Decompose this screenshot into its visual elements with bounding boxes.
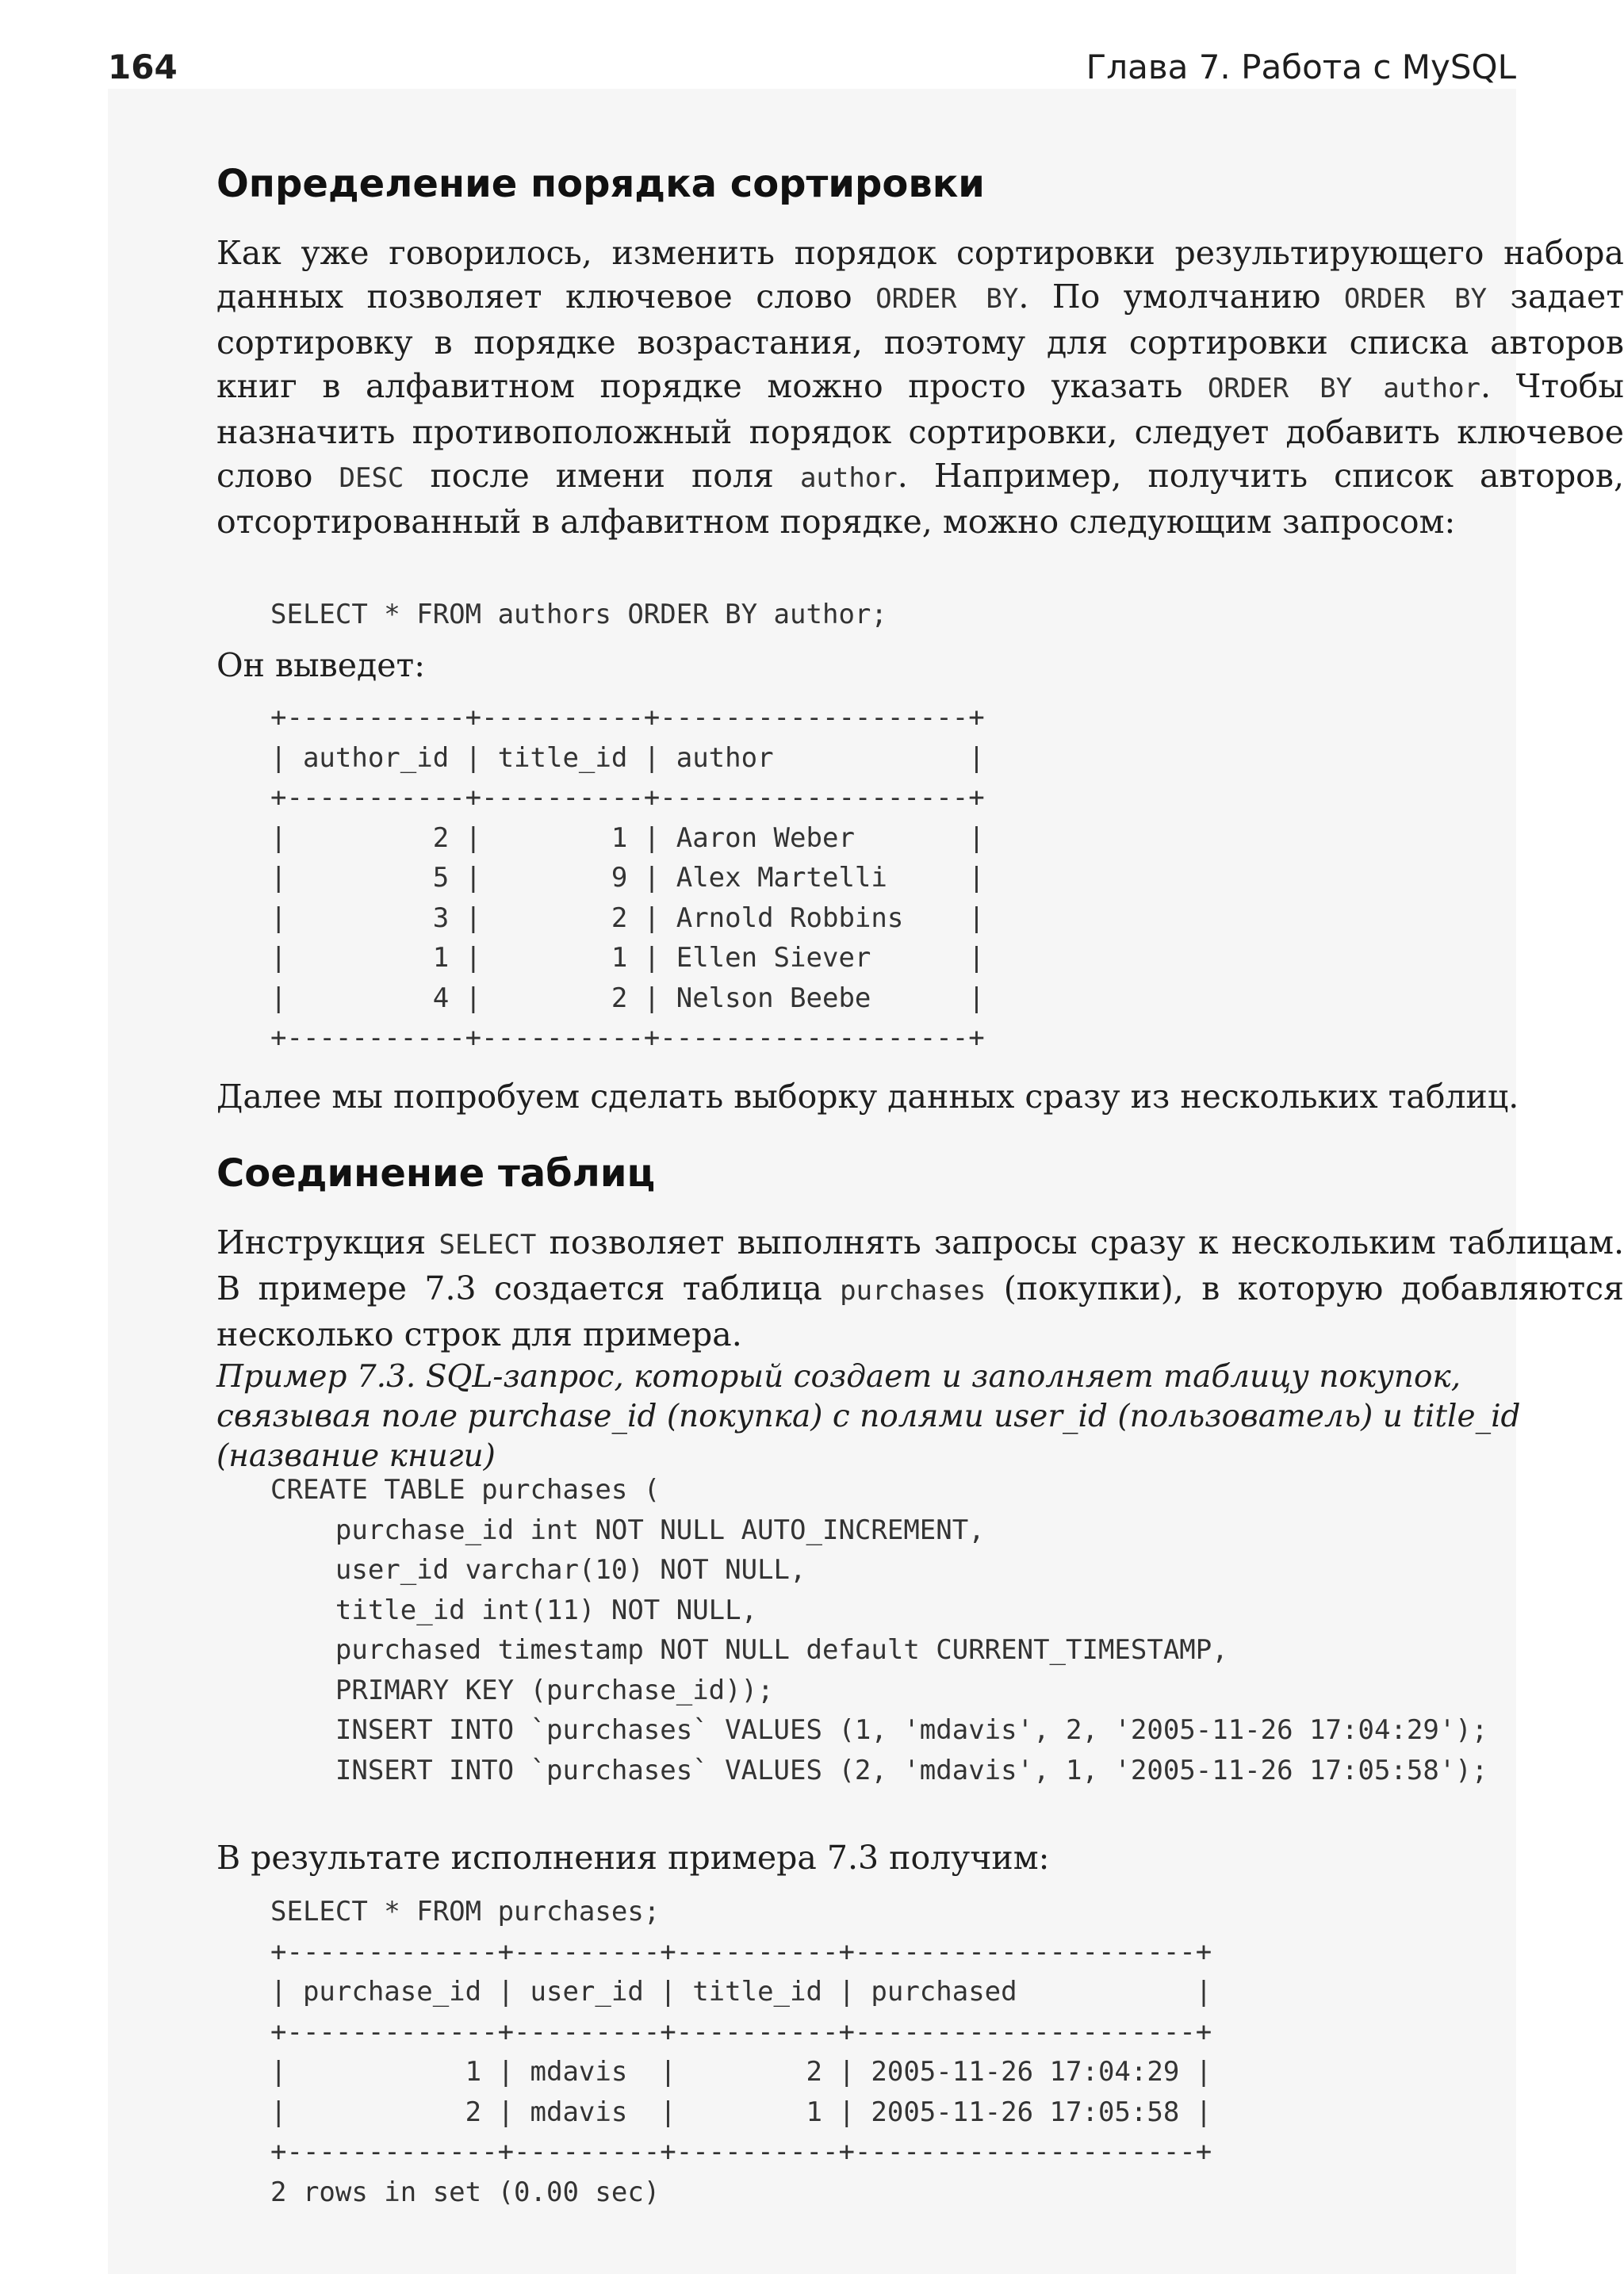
inline-code: author <box>799 462 898 494</box>
section-heading-sort-order: Определение порядка сортировки <box>216 162 985 206</box>
joins-paragraph: Инструкция SELECT позволяет выполнять запросы сразу к нескольким таблицам. В примере 7.3 создается таблица purchases (покупки), в которую добавляются несколько строк для примера. <box>216 1223 1624 1353</box>
purchases-result-output: SELECT * FROM purchases; +-------------+---------+----------+---------------------+ | purchase_id | user_id | title_id | purchased | +-------------+---------+----------+---------------------+ | 1 | mdavis | 2 | 2005-11-26 17:04:29 | | 2 | mdavis | 1 | 2005-11-26 17:05:58 | +-------------+---------+----------+---------------------+ 2 rows in set (0.00 sec) <box>270 1896 1212 2208</box>
inline-code: ORDER BY <box>1343 283 1488 315</box>
inline-code: ORDER BY <box>875 283 1019 315</box>
sort-order-paragraph: Как уже говорилось, изменить порядок сортировки результирующего набора данных позволяет ключевое слово ORDER BY. По умолчанию ORDER BY задает сортировку в порядке возрастания, поэтому для сортировки списка авторов книг в алфавитном порядке можно просто указать ORDER BY author. Чтобы назначить противоположный порядок сортировки, следует добавить ключевое слово DESC после имени поля author. Например, получить список авторов, отсортированный в алфавитном порядке, можно следующим запросом: <box>216 234 1624 541</box>
multi-table-intro: Далее мы попробуем сделать выборку данных сразу из нескольких таблиц. <box>216 1078 1519 1116</box>
authors-result-table: +-----------+----------+-------------------+ | author_id | title_id | author | +-----------+----------+-------------------+ | 2 | 1 | Aaron Weber | | 5 | 9 | Alex Martelli | | 3 | 2 | Arnold Robbins | | 1 | 1 | Ellen Siever | | 4 | 2 | Nelson Beebe | +-----------+----------+-------------------+ <box>270 702 985 1054</box>
inline-code: SELECT <box>439 1229 537 1261</box>
inline-code: DESC <box>339 462 404 494</box>
output-label: Он выведет: <box>216 646 426 684</box>
running-title: Глава 7. Работа с MySQL <box>1086 48 1516 86</box>
page-header <box>108 46 1516 91</box>
sort-query-code: SELECT * FROM authors ORDER BY author; <box>270 599 887 630</box>
example-caption: Пример 7.3. SQL-запрос, который создает и заполняет таблицу покупок, связывая поле purchase_id (покупка) с полями user_id (пользователь) и title_id (название книги) <box>216 1359 1521 1474</box>
section-heading-table-joins: Соединение таблиц <box>216 1151 656 1196</box>
page-number: 164 <box>108 48 178 86</box>
result-label: В результате исполнения примера 7.3 получим: <box>216 1839 1050 1877</box>
create-table-code: CREATE TABLE purchases ( purchase_id int NOT NULL AUTO_INCREMENT, user_id varchar(10) NOT NULL, title_id int(11) NOT NULL, purchased timestamp NOT NULL default CURRENT_TIMESTAMP, PRIMARY KEY (purchase_id)); INSERT INTO `purchases` VALUES (1, 'mdavis', 2, '2005-11-26 17:04:29'); INSERT INTO `purchases` VALUES (2, 'mdavis', 1, '2005-11-26 17:05:58'); <box>270 1474 1488 1786</box>
inline-code: purchases <box>840 1275 986 1307</box>
page-body <box>108 89 1624 2274</box>
inline-code: ORDER BY author <box>1207 373 1481 404</box>
